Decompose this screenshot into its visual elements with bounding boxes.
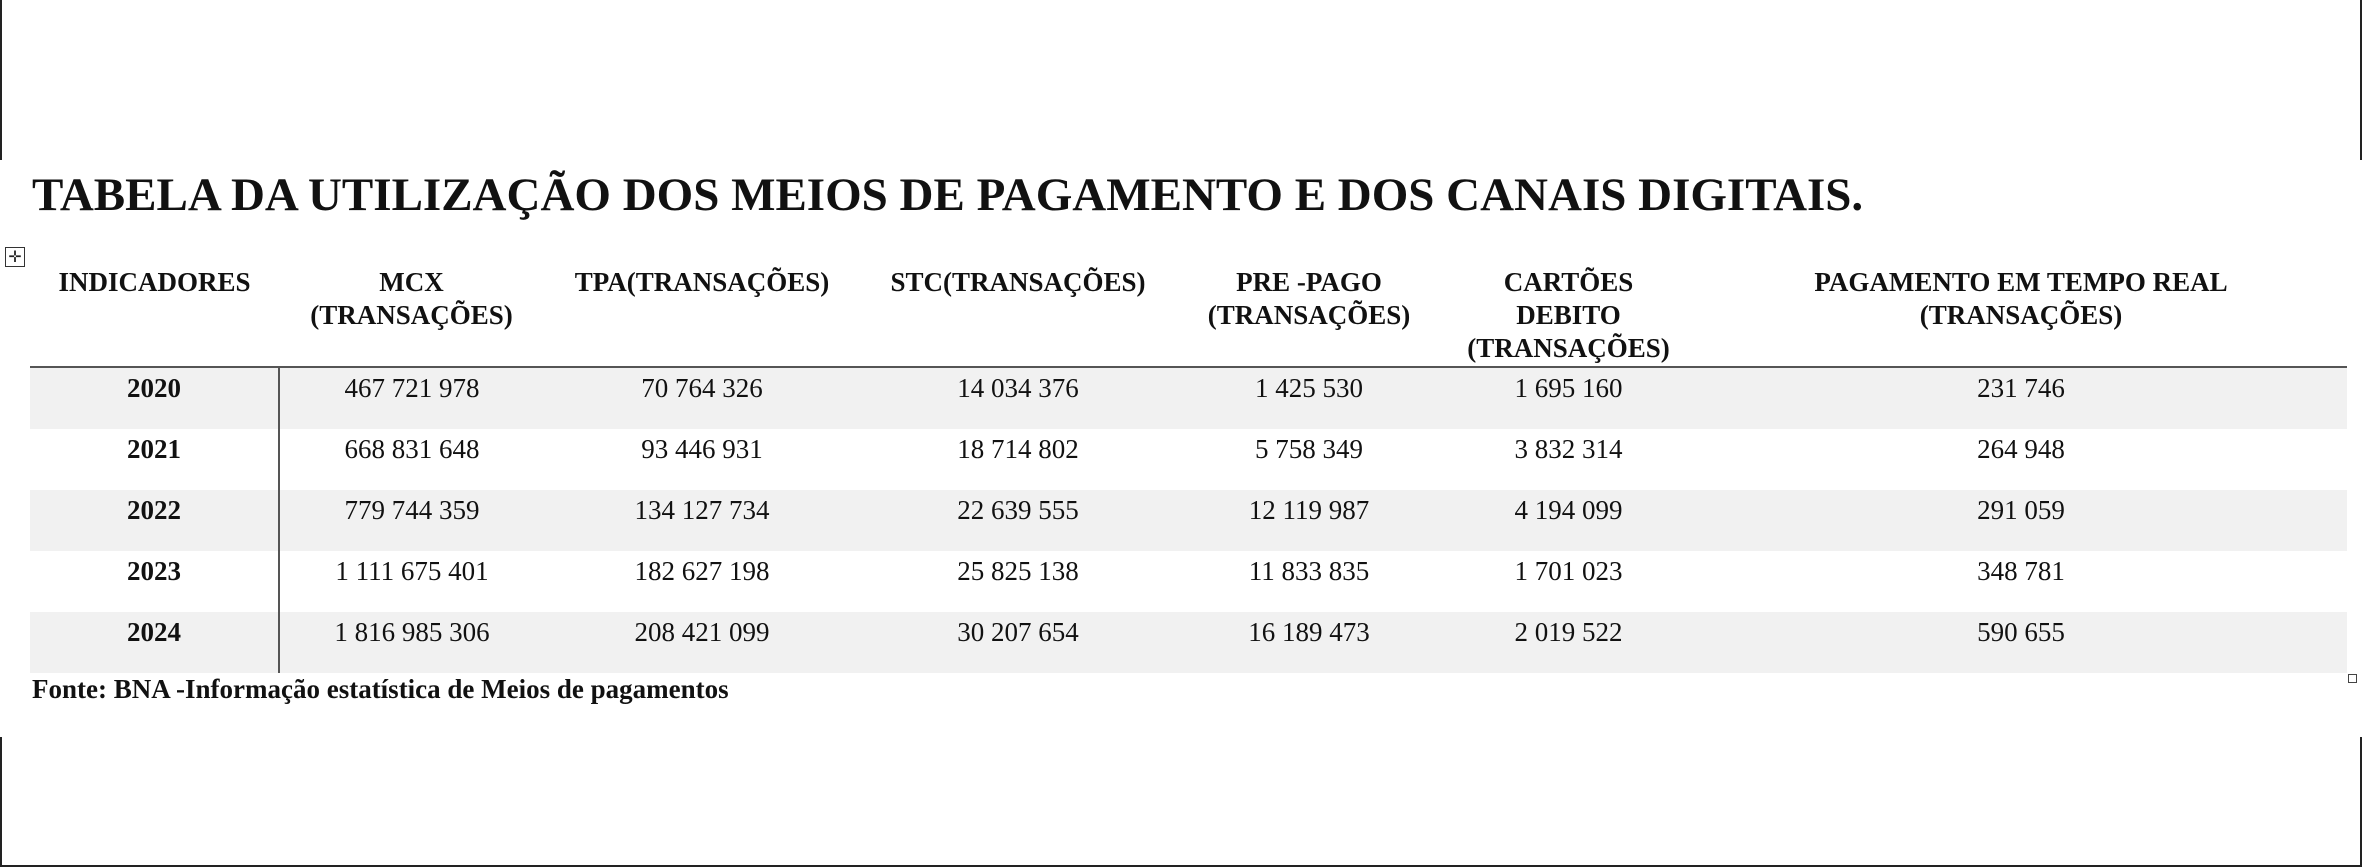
table-cell: 231 746 [1695,367,2347,429]
table-cell: 2 019 522 [1442,612,1695,673]
column-header-cartoes-debito: CARTÕES DEBITO (TRANSAÇÕES) [1442,266,1695,367]
table-header-row [30,266,2347,367]
table-cell: 30 207 654 [860,612,1176,673]
document-title: TABELA DA UTILIZAÇÃO DOS MEIOS DE PAGAMENTO E DOS CANAIS DIGITAIS. [32,169,1864,221]
row-year-cell: 2021 [30,429,279,490]
table-cell: 779 744 359 [279,490,544,551]
column-header-indicadores: INDICADORES [30,266,279,367]
page-edge-left [0,0,2,160]
table-cell: 3 832 314 [1514,434,1623,464]
table-cell: 264 948 [1977,434,2065,464]
table-cell: 1 816 985 306 [279,612,544,673]
table-cell: 291 059 [1695,490,2347,551]
column-header-stc: STC(TRANSAÇÕES) [860,266,1176,367]
table-source-note: Fonte: BNA -Informação estatística de Meios de pagamentos [32,674,729,704]
column-header-tpa: TPA(TRANSAÇÕES) [544,266,860,367]
table-row [30,429,2347,490]
table-cell: 348 781 [1977,556,2065,586]
row-year-cell: 2023 [30,551,279,612]
table-cell: 25 825 138 [957,556,1079,586]
table-cell: 4 194 099 [1442,490,1695,551]
column-header-pagamento-tempo-real: PAGAMENTO EM TEMPO REAL (TRANSAÇÕES) [1695,266,2347,367]
table-row [30,490,2347,551]
table-cell: 11 833 835 [1248,556,1370,586]
table-cell: 1 701 023 [1514,556,1623,586]
row-year-cell: 2020 [30,367,279,429]
table-cell: 134 127 734 [544,490,860,551]
table-cell: 12 119 987 [1176,490,1442,551]
table-cell: 1 695 160 [1442,367,1695,429]
table-cell: 93 446 931 [641,434,763,464]
row-year-cell: 2024 [30,612,279,673]
table-move-icon[interactable]: ✛ [5,247,25,267]
column-header-mcx: MCX (TRANSAÇÕES) [279,266,544,367]
table-cell: 16 189 473 [1176,612,1442,673]
table-cell: 208 421 099 [544,612,860,673]
table-resize-handle[interactable] [2348,674,2357,683]
table-cell: 22 639 555 [860,490,1176,551]
table-row [30,551,2347,612]
table-cell: 1 111 675 401 [335,556,489,586]
table-cell: 70 764 326 [544,367,860,429]
table-row [30,612,2347,673]
page-edge-left-lower [0,737,2,867]
table-cell: 182 627 198 [634,556,770,586]
table-cell: 668 831 648 [344,434,480,464]
table-cell: 18 714 802 [957,434,1079,464]
table-cell: 14 034 376 [860,367,1176,429]
table-cell: 590 655 [1695,612,2347,673]
payments-table [30,266,2347,673]
row-year-cell: 2022 [30,490,279,551]
table-cell: 1 425 530 [1176,367,1442,429]
table-row [30,367,2347,429]
table-cell: 467 721 978 [279,367,544,429]
column-header-pre-pago: PRE -PAGO (TRANSAÇÕES) [1176,266,1442,367]
table-cell: 5 758 349 [1255,434,1363,464]
